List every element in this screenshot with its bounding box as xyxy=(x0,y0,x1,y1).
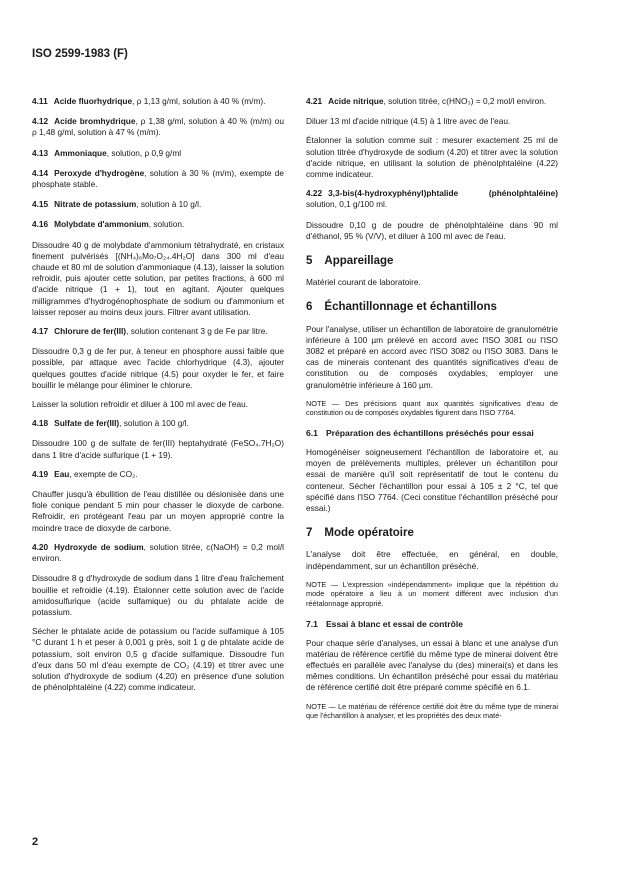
paragraph: Dissoudre 0,10 g de poudre de phénolphtaléine dans 90 ml d'éthanol, 95 % (V/V), et diluer à 100 ml avec de l'eau. xyxy=(306,219,558,241)
clause-number: 4.13 xyxy=(32,147,49,158)
clause-number: 4.18 xyxy=(32,418,49,429)
clause-text: solution, 0,1 g/100 ml. xyxy=(306,199,388,210)
clause-4-15 xyxy=(32,199,284,210)
section-number: 7 xyxy=(306,527,313,540)
section-title: Échantillonnage et échantillons xyxy=(324,301,497,314)
clause-4-22 xyxy=(306,188,558,210)
section-title: Mode opératoire xyxy=(324,527,414,540)
section-heading-6 xyxy=(306,302,558,313)
paragraph: Homogénéiser soigneusement l'échantillon de laboratoire et, au moyen de prélèvements multiples, prélever un échantillon pour essai de manière qu'il soit représentatif de tout le contenu du conteneur. Sécher l'échantillon pour essai à 105 ± 2 °C, tel que spécifié dans l'ISO 7764. (Ceci constitue l'échantillon préséché pour essai.) xyxy=(306,447,558,514)
clause-title: Hydroxyde de sodium xyxy=(54,541,144,552)
paragraph: Laisser la solution refroidir et diluer à 100 ml avec de l'eau. xyxy=(32,399,249,410)
paragraph: Pour chaque série d'analyses, un essai à blanc et une analyse d'un matériau de référence certifié du même type de minerai doivent être effectués en parallèle avec l'analyse du (des) minerai(s) et dans les mêmes conditions. Un échantillon préséché pour essai du matériau de référence certifié doit être préparé comme spécifié en 6.1. xyxy=(306,637,558,693)
note: NOTE — Le matériau de référence certifié doit être du même type de minerai que l'échantillon à analyser, et les propriétés des deux maté- xyxy=(306,701,558,721)
paragraph: L'analyse doit être effectuée, en général, en double, indépendamment, sur un échantillon préséché. xyxy=(306,549,558,571)
section-number: 6.1 xyxy=(306,428,318,439)
clause-title: Eau xyxy=(54,468,70,479)
section-heading-7 xyxy=(306,528,558,539)
clause-4-19 xyxy=(32,469,284,480)
paragraph: Pour l'analyse, utiliser un échantillon de laboratoire de granulométrie inférieure à 100 µm prélevé en accord avec l'ISO 3081 ou l'ISO 3082 et préparé en accord avec l'ISO 3082 ou l'ISO 3083. Dans le cas de minerais contenant des quantités significatives d'eau de constitution ou de composés oxydables, employer une granulométrie inférieure à 160 µm. xyxy=(306,323,558,390)
section-number: 5 xyxy=(306,255,313,268)
clause-title: Acide fluorhydrique xyxy=(53,96,133,106)
section-title: Appareillage xyxy=(324,255,394,268)
clause-title: Sulfate de fer(III) xyxy=(54,418,120,429)
clause-text: , exempte de CO₂. xyxy=(69,468,138,479)
section-number: 7.1 xyxy=(306,618,318,629)
paragraph: Dissoudre 8 g d'hydroxyde de sodium dans 1 litre d'eau fraîchement bouillie et refroidie (4.19). Étalonner cette solution avec de l'acide amidosulfurique (acide sulfamique) ou du phtalate acide de potassium. xyxy=(32,573,284,617)
clause-text: , solution titrée, c(HNO₃) = 0,2 mol/l environ. xyxy=(383,96,547,106)
clause-4-20 xyxy=(32,542,284,564)
clause-number: 4.19 xyxy=(32,468,49,479)
clause-title: Molybdate d'ammonium xyxy=(54,219,149,230)
section-title: Essai à blanc et essai de contrôle xyxy=(325,618,464,629)
section-heading-5 xyxy=(306,256,558,267)
section-heading-6-1 xyxy=(306,428,558,439)
clause-title: Ammoniaque xyxy=(54,147,107,158)
clause-number: 4.22 xyxy=(306,188,323,199)
clause-4-13 xyxy=(32,148,284,159)
note: NOTE — L'expression «indépendamment» implique que la répétition du mode opératoire a lieu à un moment différent avec inclusion d'un réétalonnage approprié. xyxy=(306,579,558,609)
paragraph: Dissoudre 100 g de sulfate de fer(III) heptahydraté (FeSO₄.7H₂O) dans 1 litre d'acide sulfurique (1 + 19). xyxy=(32,438,284,460)
clause-text: , solution, ρ 0,9 g/ml xyxy=(106,147,182,158)
clause-title: Nitrate de potassium xyxy=(54,199,137,210)
clause-title: Chlorure de fer(III) xyxy=(54,326,127,337)
document-code: ISO 2599-1983 (F) xyxy=(32,48,128,60)
clause-title: 3,3-bis(4-hydroxyphényl)phtalide (phénolphtaléine) xyxy=(328,188,558,199)
left-column xyxy=(32,96,284,701)
clause-text: , ρ 1,38 g/ml, solution à 40 % (m/m) ou ρ 1,48 g/ml, solution à 47 % (m/m). xyxy=(32,116,284,138)
clause-title: Peroxyde d'hydrogène xyxy=(54,167,145,178)
clause-4-16 xyxy=(32,219,284,230)
paragraph: Diluer 13 ml d'acide nitrique (4.5) à 1 litre avec de l'eau. xyxy=(306,116,511,127)
right-column xyxy=(306,96,558,731)
paragraph: Étalonner la solution comme suit : mesurer exactement 25 ml de solution titrée d'hydroxyde de sodium (4.20) et titrer avec la solution d'acide nitrique, en utilisant la solution de phénolphtaléine (4.22) comme indicateur. xyxy=(306,135,558,180)
paragraph: Dissoudre 0,3 g de fer pur, à teneur en phosphore aussi faible que possible, par attaque avec l'acide chlorhydrique (4.3), ajouter quelques gouttes d'acide nitrique (4.5) pour oxyder le fer, et faire bouillir le mélange pour éliminer le chlorure. xyxy=(32,346,284,390)
clause-title: Acide bromhydrique xyxy=(54,116,136,127)
clause-text: , solution à 30 % (m/m), exempte de phosphate stable. xyxy=(32,167,284,190)
clause-4-12 xyxy=(32,116,284,138)
paragraph: Dissoudre 40 g de molybdate d'ammonium tétrahydraté, en cristaux finement pulvérisés [(NH₄)₆Mo₇O₂₄.4H₂O] dans 300 ml d'eau chaude et 80 ml de solution d'ammoniaque (4.13), laisser la solution refroidir, puis ajouter cette solution, par petites fractions, à 600 ml d'acide nitrique (1 + 1), tout en agitant. Ajouter quelques milligrammes d'hydrogénophosphate de sodium ou d'ammonium et laisser reposer au moins deux jours. Filtrer avant utilisation. xyxy=(32,239,284,317)
clause-4-11 xyxy=(32,96,284,107)
paragraph: Sécher le phtalate acide de potassium ou l'acide sulfamique à 105 °C durant 1 h et peser à 0,001 g près, soit 1 g de phtalate acide de potassium, soit environ 0,5 g d'acide sulfamique. Dissoudre l'un d'eux dans 50 ml d'eau exempte de CO₂ (4.19) et titrer avec une solution d'hydroxyde de sodium (4.20) en présence d'une solution de phénolphtaléine (4.22) comme indicateur. xyxy=(32,626,284,693)
page-number: 2 xyxy=(32,836,39,848)
clause-number: 4.21 xyxy=(306,96,323,106)
clause-number: 4.11 xyxy=(32,96,48,106)
clause-text: , solution à 10 g/l. xyxy=(136,199,202,210)
clause-text: , solution à 100 g/l. xyxy=(119,418,189,429)
clause-4-14 xyxy=(32,168,284,190)
clause-number: 4.20 xyxy=(32,541,49,552)
section-title: Préparation des échantillons préséchés pour essai xyxy=(325,428,534,439)
note: NOTE — Des précisions quant aux quantités significatives d'eau de constitution ou de composés oxydables figurent dans l'ISO 7764. xyxy=(306,398,558,418)
clause-number: 4.14 xyxy=(32,167,49,178)
clause-text: , solution titrée, c(NaOH) = 0,2 mol/l environ. xyxy=(32,541,284,564)
clause-text: , solution contenant 3 g de Fe par litre. xyxy=(126,326,268,337)
clause-title: Acide nitrique xyxy=(328,96,384,106)
clause-text: , solution. xyxy=(148,219,185,230)
clause-number: 4.12 xyxy=(32,116,49,127)
clause-number: 4.15 xyxy=(32,199,49,210)
clause-number: 4.16 xyxy=(32,219,49,230)
clause-4-17 xyxy=(32,326,284,337)
paragraph: Chauffer jusqu'à ébullition de l'eau distillée ou désionisée dans une fiole conique pendant 5 min pour chasser le dioxyde de carbone. Refroidir, en protégeant l'eau par un moyen approprié contre la moindre trace de dioxyde de carbone. xyxy=(32,489,284,533)
clause-number: 4.17 xyxy=(32,326,49,337)
clause-text: , ρ 1,13 g/ml, solution à 40 % (m/m). xyxy=(132,96,266,106)
clause-4-21 xyxy=(306,96,558,107)
section-number: 6 xyxy=(306,301,313,314)
section-heading-7-1 xyxy=(306,619,558,630)
clause-4-18 xyxy=(32,418,284,429)
paragraph: Matériel courant de laboratoire. xyxy=(306,277,421,288)
